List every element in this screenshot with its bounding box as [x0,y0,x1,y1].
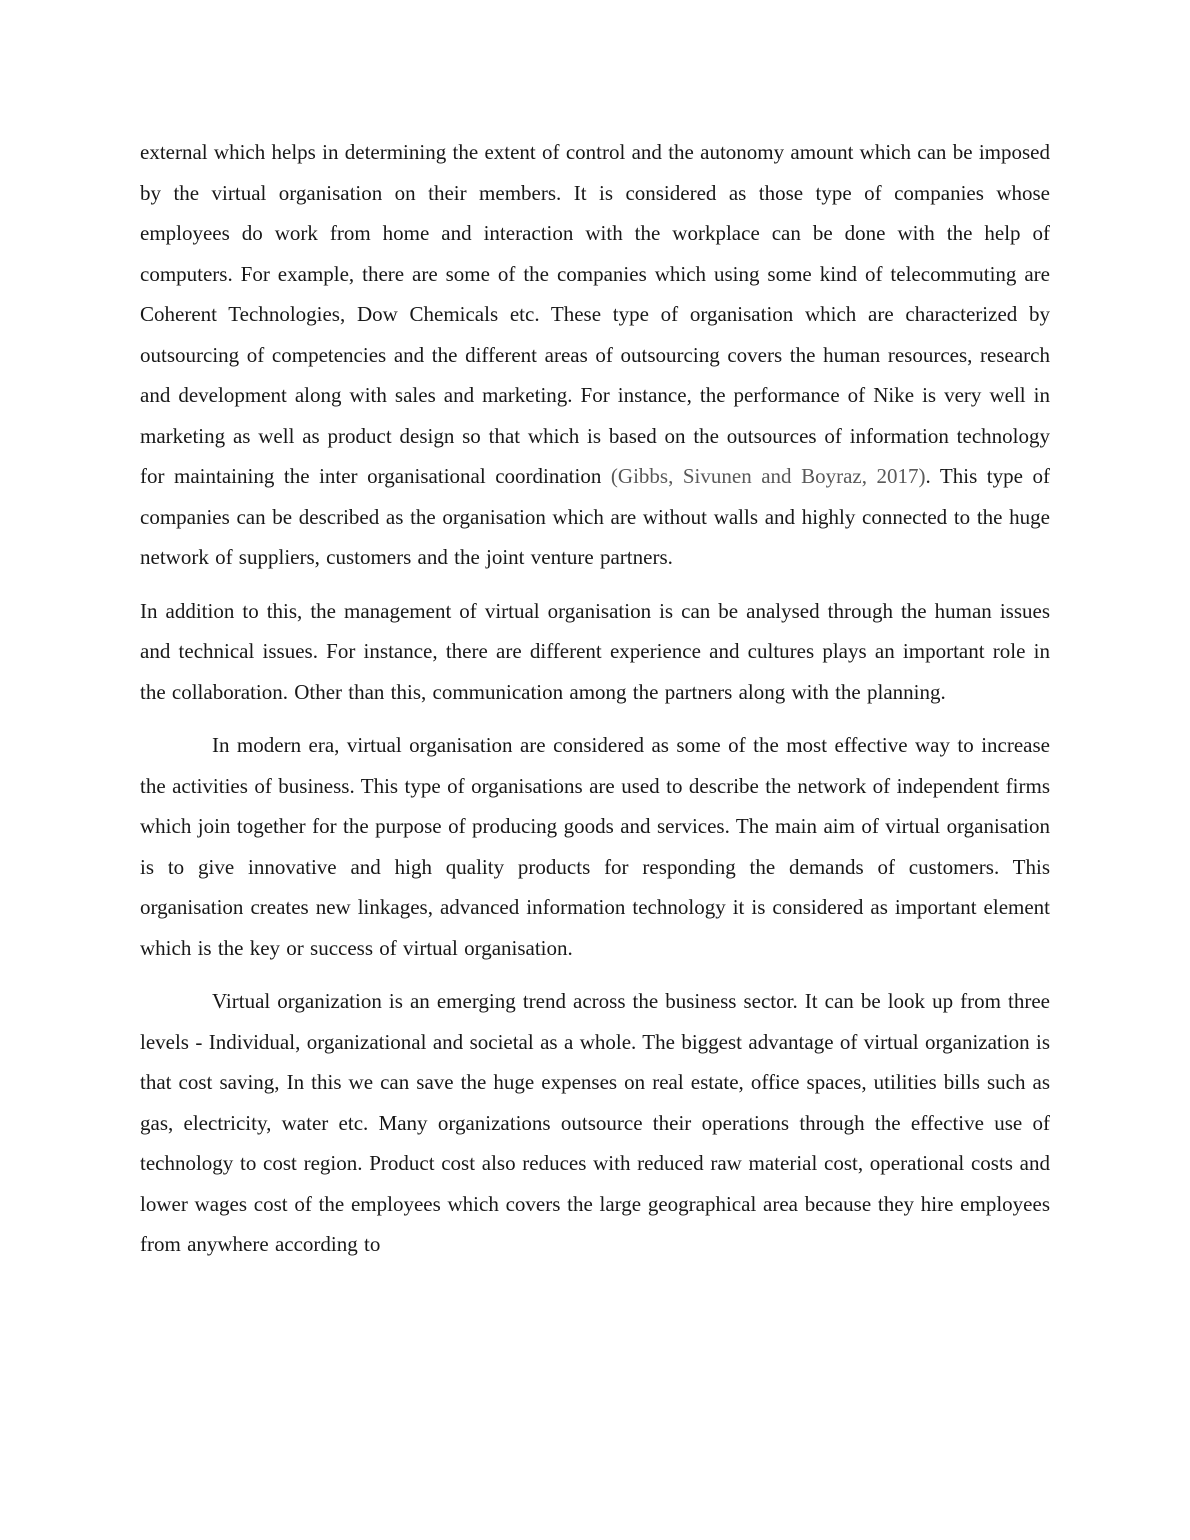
inline-citation: (Gibbs, Sivunen and Boyraz, 2017) [610,464,926,488]
paragraph-2: In addition to this, the management of virtual organisation is can be analysed through the human issues and technical issues. For instance, there are different experience and cultures plays an important role in the collaboration. Other than this, communication among the partners along with the planning. [140,598,1050,704]
paragraph-1-text-after-citation: . This type of companies can be described as the organisation which are without walls and highly connected to the huge network of suppliers, customers and the joint venture partners. [140,464,1050,569]
paragraph-1-text-before-citation: external which helps in determining the extent of control and the autonomy amount which can be imposed by the virtual organisation on their members. It is considered as those type of companies whose employees do work from home and interaction with the workplace can be done with the help of computers. For example, there are some of the companies which using some kind of telecommuting are Coherent Technologies, Dow Chemicals etc. These type of organisation which are characterized by outsourcing of competencies and the different areas of outsourcing covers the human resources, research and development along with sales and marketing. For instance, the performance of Nike is very well in marketing as well as product design so that which is based on the outsources of information technology for maintaining the inter organisational coordination [140,140,1050,488]
paragraph-3: In modern era, virtual organisation are considered as some of the most effective way to increase the activities of business. This type of organisations are used to describe the network of independent firms which join together for the purpose of producing goods and services. The main aim of virtual organisation is to give innovative and high quality products for responding the demands of customers. This organisation creates new linkages, advanced information technology it is considered as important element which is the key or success of virtual organisation. [140,733,1050,960]
paragraph-1 [140,132,1050,578]
paragraph-4: Virtual organization is an emerging trend across the business sector. It can be look up from three levels - Individual, organizational and societal as a whole. The biggest advantage of virtual organization is that cost saving, In this we can save the huge expenses on real estate, office spaces, utilities bills such as gas, electricity, water etc. Many organizations outsource their operations through the effective use of technology to cost region. Product cost also reduces with reduced raw material cost, operational costs and lower wages cost of the employees which covers the large geographical area because they hire employees from anywhere according to [140,989,1050,1256]
